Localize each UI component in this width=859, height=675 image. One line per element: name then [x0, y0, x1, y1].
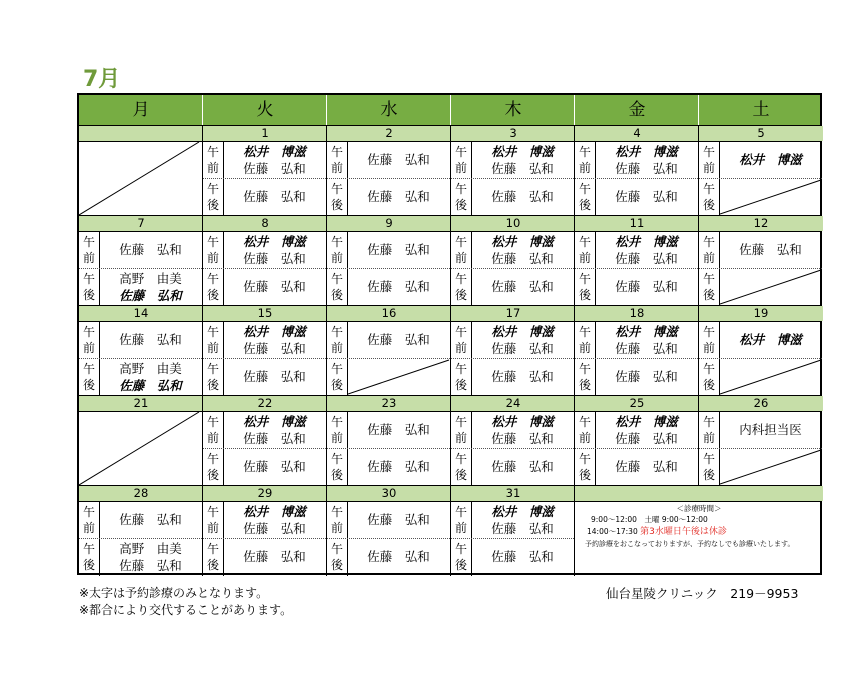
- am-doctor: 佐藤 弘和: [491, 341, 554, 356]
- ampm-label: 午: [206, 145, 219, 159]
- weekday-4: 金: [628, 100, 646, 120]
- column-line: [202, 306, 203, 396]
- column-line: [450, 126, 451, 216]
- ampm-label: 午: [82, 542, 95, 556]
- ampm-label: 午: [82, 325, 95, 339]
- weekday-3: 木: [504, 100, 522, 120]
- ampm-label: 午: [330, 505, 343, 519]
- pm-closed-slash-line: [720, 450, 821, 484]
- ampm-label: 後: [702, 288, 715, 302]
- pm-doctor: 佐藤 弘和: [615, 279, 678, 294]
- ampm-label: 午: [454, 542, 467, 556]
- ampm-label: 午: [454, 362, 467, 376]
- am-doctor: 佐藤 弘和: [367, 422, 430, 437]
- day-number: 1: [261, 126, 269, 140]
- ampm-label: 午: [206, 182, 219, 196]
- pm-doctor: 佐藤 弘和: [367, 279, 430, 294]
- ampm-label: 午: [454, 505, 467, 519]
- ampm-label: 前: [702, 341, 715, 355]
- am-doctor: 佐藤 弘和: [491, 251, 554, 266]
- am-doctor: 佐藤 弘和: [615, 341, 678, 356]
- ampm-label: 午: [82, 235, 95, 249]
- ampm-label: 午: [206, 505, 219, 519]
- day-number: 7: [137, 216, 145, 230]
- ampm-label: 後: [330, 558, 343, 572]
- ampm-label: 午: [330, 145, 343, 159]
- header-divider: [574, 95, 575, 126]
- am-doctor: 佐藤 弘和: [615, 161, 678, 176]
- ampm-label: 午: [454, 325, 467, 339]
- ampm-label: 前: [454, 521, 467, 535]
- hours-line2: [587, 526, 727, 538]
- ampm-label: 後: [454, 558, 467, 572]
- am-doctor: 佐藤 弘和: [367, 152, 430, 167]
- pm-doctor: 佐藤 弘和: [367, 549, 430, 564]
- ampm-label: 前: [330, 341, 343, 355]
- ampm-label: 前: [330, 251, 343, 265]
- ampm-label: 午: [702, 325, 715, 339]
- clinic-name-phone: 仙台星陵クリニック 219－9953: [606, 586, 799, 601]
- ampm-label: 後: [82, 378, 95, 392]
- column-line: [698, 126, 699, 216]
- day-number-bar: [699, 486, 823, 501]
- pm-doctor: 佐藤 弘和: [243, 279, 306, 294]
- ampm-label: 午: [206, 542, 219, 556]
- pm-doctor: 佐藤 弘和: [491, 279, 554, 294]
- am-doctor: 佐藤 弘和: [367, 512, 430, 527]
- hours-line3: 予約診療をおこなっておりますが、予約なしでも診療いたします。: [585, 540, 795, 548]
- ampm-label: 午: [454, 272, 467, 286]
- pm-doctor: 佐藤 弘和: [119, 378, 182, 393]
- am-doctor: 佐藤 弘和: [491, 431, 554, 446]
- am-doctor: 佐藤 弘和: [243, 521, 306, 536]
- hours-afternoon: 14:00～17:30: [587, 527, 638, 536]
- column-line: [326, 306, 327, 396]
- ampm-label: 午: [702, 272, 715, 286]
- ampm-label: 前: [206, 521, 219, 535]
- hours-line1: 9:00～12:00 土曜 9:00～12:00: [591, 515, 708, 524]
- day-number: 19: [753, 306, 769, 320]
- column-line: [574, 486, 575, 576]
- ampm-label: 午: [330, 452, 343, 466]
- column-line: [202, 126, 203, 216]
- closed-slash-line: [79, 142, 199, 215]
- pm-closed-slash-line: [720, 360, 821, 394]
- ampm-label: 前: [454, 161, 467, 175]
- am-doctor: 佐藤 弘和: [491, 521, 554, 536]
- ampm-label: 後: [454, 378, 467, 392]
- day-number: 17: [505, 306, 521, 320]
- ampm-label: 午: [454, 235, 467, 249]
- pm-doctor: 佐藤 弘和: [243, 459, 306, 474]
- am-pm-divider: [203, 538, 326, 539]
- am-doctor: 松井 博滋: [739, 152, 802, 167]
- ampm-label: 前: [702, 161, 715, 175]
- am-pm-divider: [451, 358, 574, 359]
- day-number: 14: [133, 306, 149, 320]
- note-substitution: ※都合により交代することがあります。: [79, 603, 293, 617]
- ampm-label: 午: [206, 325, 219, 339]
- column-line: [450, 216, 451, 306]
- day-number: 24: [505, 396, 521, 410]
- pm-doctor: 佐藤 弘和: [491, 369, 554, 384]
- am-pm-divider: [79, 268, 202, 269]
- ampm-label: 午: [330, 542, 343, 556]
- ampm-label: 後: [454, 198, 467, 212]
- pm-doctor: 佐藤 弘和: [491, 459, 554, 474]
- ampm-label: 午: [578, 362, 591, 376]
- ampm-label: 後: [330, 378, 343, 392]
- ampm-label: 午: [82, 272, 95, 286]
- am-doctor: 松井 博滋: [491, 414, 554, 429]
- ampm-label: 前: [82, 341, 95, 355]
- am-pm-divider: [79, 538, 202, 539]
- column-line: [326, 486, 327, 576]
- am-pm-divider: [203, 178, 326, 179]
- pm-closed-slash-line: [720, 270, 821, 304]
- ampm-label: 後: [330, 198, 343, 212]
- ampm-label: 前: [578, 161, 591, 175]
- day-number: 26: [753, 396, 769, 410]
- day-number: 21: [133, 396, 149, 410]
- pm-closed-slash: [720, 359, 822, 395]
- ampm-label: 午: [330, 415, 343, 429]
- am-doctor: 佐藤 弘和: [243, 341, 306, 356]
- ampm-label: 午: [702, 362, 715, 376]
- day-number: 5: [757, 126, 765, 140]
- ampm-label: 前: [454, 341, 467, 355]
- column-line: [326, 216, 327, 306]
- ampm-label: 午: [206, 235, 219, 249]
- ampm-label: 午: [578, 182, 591, 196]
- closed-notice: 第3水曜日午後は休診: [640, 527, 727, 537]
- ampm-label: 前: [206, 161, 219, 175]
- am-pm-divider: [451, 178, 574, 179]
- am-doctor: 松井 博滋: [615, 324, 678, 339]
- column-line: [450, 306, 451, 396]
- pm-doctor: 佐藤 弘和: [367, 459, 430, 474]
- day-number: 30: [381, 486, 397, 500]
- weekday-1: 火: [256, 100, 274, 120]
- day-number-bar: [79, 126, 203, 141]
- ampm-label: 後: [578, 288, 591, 302]
- am-pm-divider: [203, 448, 326, 449]
- am-doctor: 松井 博滋: [491, 504, 554, 519]
- am-doctor: 松井 博滋: [243, 504, 306, 519]
- closed-slash-line: [79, 412, 199, 485]
- am-pm-divider: [327, 538, 450, 539]
- ampm-label: 午: [82, 505, 95, 519]
- day-number: 15: [257, 306, 273, 320]
- pm-doctor: 佐藤 弘和: [119, 288, 182, 303]
- am-doctor: 松井 博滋: [739, 332, 802, 347]
- am-pm-divider: [451, 538, 574, 539]
- ampm-label: 後: [206, 288, 219, 302]
- pm-closed-slash: [348, 359, 450, 395]
- ampm-label: 午: [454, 182, 467, 196]
- column-line: [326, 396, 327, 486]
- pm-closed-slash: [720, 449, 822, 485]
- pm-doctor: 佐藤 弘和: [243, 549, 306, 564]
- ampm-label: 後: [702, 378, 715, 392]
- column-line: [698, 396, 699, 486]
- ampm-label: 午: [702, 415, 715, 429]
- ampm-label: 後: [454, 288, 467, 302]
- ampm-label: 午: [206, 272, 219, 286]
- ampm-label: 午: [206, 362, 219, 376]
- am-doctor: 佐藤 弘和: [119, 512, 182, 527]
- pm-doctor: 高野 由美: [119, 541, 182, 556]
- ampm-label: 午: [578, 452, 591, 466]
- ampm-label: 午: [578, 235, 591, 249]
- ampm-label: 前: [578, 341, 591, 355]
- column-line: [450, 486, 451, 576]
- pm-doctor: 佐藤 弘和: [491, 189, 554, 204]
- ampm-label: 後: [578, 198, 591, 212]
- day-number: 28: [133, 486, 149, 500]
- column-line: [698, 216, 699, 306]
- ampm-label: 前: [330, 161, 343, 175]
- header-divider: [326, 95, 327, 126]
- pm-doctor: 佐藤 弘和: [491, 549, 554, 564]
- am-doctor: 松井 博滋: [491, 324, 554, 339]
- pm-doctor: 佐藤 弘和: [119, 558, 182, 573]
- ampm-label: 後: [702, 468, 715, 482]
- hours-heading: ＜診療時間＞: [676, 504, 722, 513]
- am-pm-divider: [327, 268, 450, 269]
- ampm-label: 午: [330, 362, 343, 376]
- ampm-label: 後: [330, 288, 343, 302]
- closed-slash: [79, 412, 201, 485]
- day-number: 16: [381, 306, 397, 320]
- column-line: [574, 396, 575, 486]
- column-line: [202, 486, 203, 576]
- am-pm-divider: [327, 178, 450, 179]
- am-pm-divider: [327, 448, 450, 449]
- am-pm-divider: [575, 448, 698, 449]
- pm-doctor: 佐藤 弘和: [615, 369, 678, 384]
- am-doctor: 松井 博滋: [243, 324, 306, 339]
- weekday-0: 月: [132, 100, 150, 120]
- day-number: 12: [753, 216, 769, 230]
- day-number: 23: [381, 396, 397, 410]
- am-doctor: 松井 博滋: [491, 234, 554, 249]
- ampm-label: 前: [82, 251, 95, 265]
- ampm-label: 午: [578, 325, 591, 339]
- ampm-label: 午: [578, 145, 591, 159]
- month-title: 7月: [83, 67, 121, 92]
- am-doctor: 佐藤 弘和: [119, 242, 182, 257]
- am-doctor: 内科担当医: [739, 422, 802, 437]
- ampm-label: 前: [702, 251, 715, 265]
- ampm-label: 後: [330, 468, 343, 482]
- ampm-label: 後: [206, 198, 219, 212]
- column-line: [326, 126, 327, 216]
- day-number: 29: [257, 486, 273, 500]
- ampm-label: 午: [578, 415, 591, 429]
- ampm-label: 午: [702, 235, 715, 249]
- am-doctor: 松井 博滋: [615, 234, 678, 249]
- day-number: 4: [633, 126, 641, 140]
- ampm-label: 前: [578, 431, 591, 445]
- ampm-label: 前: [454, 431, 467, 445]
- column-line: [202, 396, 203, 486]
- am-doctor: 佐藤 弘和: [119, 332, 182, 347]
- am-doctor: 佐藤 弘和: [739, 242, 802, 257]
- pm-doctor: 佐藤 弘和: [615, 189, 678, 204]
- ampm-label: 前: [702, 431, 715, 445]
- ampm-label: 後: [702, 198, 715, 212]
- header-divider: [450, 95, 451, 126]
- am-pm-divider: [451, 268, 574, 269]
- ampm-label: 後: [82, 558, 95, 572]
- column-line: [574, 216, 575, 306]
- ampm-label: 午: [82, 362, 95, 376]
- ampm-label: 午: [206, 415, 219, 429]
- day-number: 18: [629, 306, 645, 320]
- header-divider: [202, 95, 203, 126]
- column-line: [202, 216, 203, 306]
- ampm-label: 後: [206, 378, 219, 392]
- ampm-label: 前: [330, 431, 343, 445]
- pm-doctor: 佐藤 弘和: [243, 189, 306, 204]
- pm-doctor: 高野 由美: [119, 271, 182, 286]
- ampm-label: 午: [454, 452, 467, 466]
- am-doctor: 松井 博滋: [243, 234, 306, 249]
- ampm-label: 後: [454, 468, 467, 482]
- am-doctor: 佐藤 弘和: [615, 251, 678, 266]
- day-number: 10: [505, 216, 521, 230]
- pm-closed-slash: [720, 179, 822, 215]
- day-number: 11: [629, 216, 645, 230]
- header-divider: [698, 95, 699, 126]
- pm-doctor: 佐藤 弘和: [615, 459, 678, 474]
- am-pm-divider: [575, 178, 698, 179]
- calendar-table: [77, 93, 822, 575]
- pm-doctor: 高野 由美: [119, 361, 182, 376]
- am-doctor: 松井 博滋: [615, 414, 678, 429]
- ampm-label: 午: [330, 182, 343, 196]
- ampm-label: 前: [330, 521, 343, 535]
- am-pm-divider: [79, 358, 202, 359]
- am-pm-divider: [575, 268, 698, 269]
- am-doctor: 佐藤 弘和: [491, 161, 554, 176]
- pm-doctor: 佐藤 弘和: [243, 369, 306, 384]
- am-pm-divider: [203, 268, 326, 269]
- am-doctor: 松井 博滋: [615, 144, 678, 159]
- day-number: 3: [509, 126, 517, 140]
- ampm-label: 午: [454, 145, 467, 159]
- am-doctor: 佐藤 弘和: [243, 251, 306, 266]
- am-doctor: 佐藤 弘和: [367, 242, 430, 257]
- am-doctor: 松井 博滋: [243, 414, 306, 429]
- ampm-label: 前: [454, 251, 467, 265]
- day-number: 9: [385, 216, 393, 230]
- ampm-label: 午: [330, 235, 343, 249]
- day-number: 25: [629, 396, 645, 410]
- ampm-label: 後: [82, 288, 95, 302]
- am-pm-divider: [575, 358, 698, 359]
- pm-closed-slash-line: [720, 180, 821, 214]
- ampm-label: 午: [454, 415, 467, 429]
- am-pm-divider: [203, 358, 326, 359]
- ampm-label: 後: [578, 378, 591, 392]
- am-doctor: 佐藤 弘和: [243, 431, 306, 446]
- ampm-label: 午: [206, 452, 219, 466]
- ampm-label: 午: [330, 272, 343, 286]
- ampm-label: 前: [578, 251, 591, 265]
- ampm-label: 後: [578, 468, 591, 482]
- column-line: [450, 396, 451, 486]
- ampm-label: 前: [206, 431, 219, 445]
- am-pm-divider: [451, 448, 574, 449]
- ampm-label: 後: [206, 468, 219, 482]
- day-number: 31: [505, 486, 521, 500]
- am-doctor: 松井 博滋: [243, 144, 306, 159]
- pm-closed-slash-line: [348, 360, 449, 394]
- ampm-label: 前: [206, 251, 219, 265]
- note-bold-reservation: ※太字は予約診療のみとなります。: [79, 586, 269, 600]
- pm-closed-slash: [720, 269, 822, 305]
- column-line: [574, 126, 575, 216]
- am-doctor: 佐藤 弘和: [367, 332, 430, 347]
- ampm-label: 前: [82, 521, 95, 535]
- weekday-5: 土: [752, 100, 770, 120]
- day-number: 2: [385, 126, 393, 140]
- am-doctor: 松井 博滋: [491, 144, 554, 159]
- am-doctor: 佐藤 弘和: [243, 161, 306, 176]
- column-line: [574, 306, 575, 396]
- closed-slash: [79, 142, 201, 215]
- pm-doctor: 佐藤 弘和: [367, 189, 430, 204]
- day-number: 8: [261, 216, 269, 230]
- ampm-label: 午: [330, 325, 343, 339]
- ampm-label: 午: [702, 182, 715, 196]
- weekday-2: 水: [380, 100, 398, 120]
- day-number-bar: [575, 486, 699, 501]
- ampm-label: 午: [702, 145, 715, 159]
- day-number: 22: [257, 396, 273, 410]
- ampm-label: 後: [206, 558, 219, 572]
- ampm-label: 午: [702, 452, 715, 466]
- column-line: [698, 306, 699, 396]
- am-doctor: 佐藤 弘和: [615, 431, 678, 446]
- ampm-label: 前: [206, 341, 219, 355]
- ampm-label: 午: [578, 272, 591, 286]
